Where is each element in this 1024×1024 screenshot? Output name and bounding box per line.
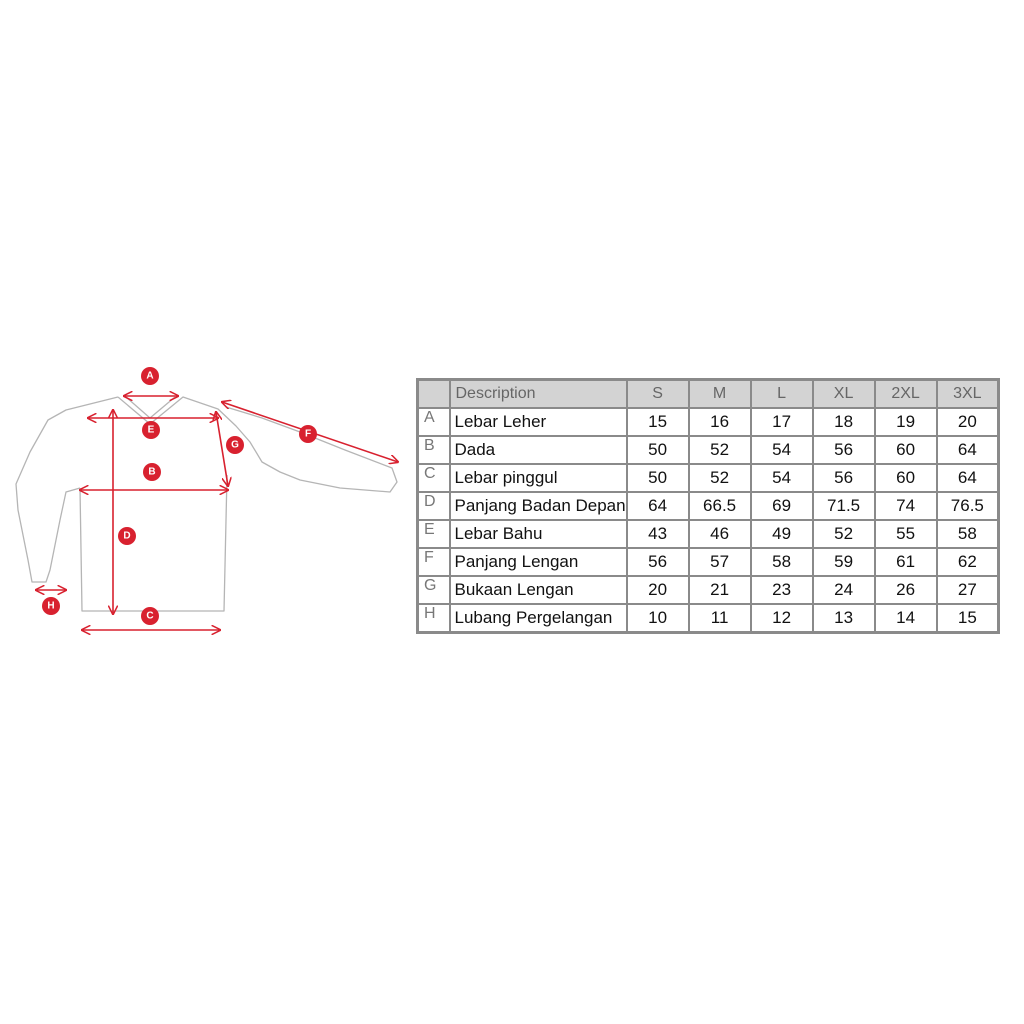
- row-value: 20: [937, 408, 999, 436]
- shirt-collar-outline: [126, 397, 175, 418]
- row-description: Lebar Bahu: [450, 520, 627, 548]
- svg-text:A: A: [146, 370, 154, 382]
- row-description: Dada: [450, 436, 627, 464]
- header-size-s: S: [627, 380, 689, 409]
- header-size-2xl: 2XL: [875, 380, 937, 409]
- marker-c: [141, 607, 159, 625]
- row-code: F: [418, 548, 450, 576]
- row-value: 14: [875, 604, 937, 633]
- table-header: [418, 380, 999, 409]
- row-value: 64: [937, 436, 999, 464]
- row-value: 26: [875, 576, 937, 604]
- row-value: 69: [751, 492, 813, 520]
- shirt-body-outline: [16, 397, 397, 611]
- row-value: 64: [627, 492, 689, 520]
- marker-a: [141, 367, 159, 385]
- marker-h: [42, 597, 60, 615]
- table-row: [418, 464, 999, 492]
- measure-line-g: [216, 412, 228, 486]
- row-value: 58: [751, 548, 813, 576]
- row-code: C: [418, 464, 450, 492]
- row-value: 58: [937, 520, 999, 548]
- measurement-lines: [36, 396, 398, 630]
- row-value: 27: [937, 576, 999, 604]
- header-description: Description: [450, 380, 627, 409]
- table-row: [418, 548, 999, 576]
- marker-d: [118, 527, 136, 545]
- shirt-outline: [16, 397, 397, 611]
- row-value: 16: [689, 408, 751, 436]
- row-value: 50: [627, 436, 689, 464]
- svg-text:E: E: [147, 424, 155, 436]
- row-value: 54: [751, 436, 813, 464]
- marker-g: [226, 436, 244, 454]
- header-size-l: L: [751, 380, 813, 409]
- row-value: 66.5: [689, 492, 751, 520]
- row-value: 61: [875, 548, 937, 576]
- row-value: 52: [689, 464, 751, 492]
- row-value: 20: [627, 576, 689, 604]
- row-value: 18: [813, 408, 875, 436]
- row-value: 23: [751, 576, 813, 604]
- table-row: [418, 576, 999, 604]
- table-body: [418, 408, 999, 633]
- row-value: 56: [627, 548, 689, 576]
- table-row: [418, 436, 999, 464]
- row-value: 15: [627, 408, 689, 436]
- table-row: [418, 604, 999, 633]
- row-code: D: [418, 492, 450, 520]
- svg-text:F: F: [304, 428, 312, 440]
- row-code: A: [418, 408, 450, 436]
- row-value: 54: [751, 464, 813, 492]
- row-code: E: [418, 520, 450, 548]
- marker-b: [143, 463, 161, 481]
- row-code: B: [418, 436, 450, 464]
- row-value: 52: [689, 436, 751, 464]
- row-value: 15: [937, 604, 999, 633]
- row-value: 11: [689, 604, 751, 633]
- row-value: 24: [813, 576, 875, 604]
- row-value: 64: [937, 464, 999, 492]
- row-value: 50: [627, 464, 689, 492]
- row-value: 10: [627, 604, 689, 633]
- header-size-3xl: 3XL: [937, 380, 999, 409]
- row-value: 56: [813, 436, 875, 464]
- row-value: 74: [875, 492, 937, 520]
- row-value: 12: [751, 604, 813, 633]
- row-value: 59: [813, 548, 875, 576]
- header-row: [418, 380, 999, 409]
- table-row: [418, 492, 999, 520]
- row-description: Panjang Badan Depan: [450, 492, 627, 520]
- row-value: 60: [875, 464, 937, 492]
- row-value: 19: [875, 408, 937, 436]
- row-description: Lebar Leher: [450, 408, 627, 436]
- row-value: 57: [689, 548, 751, 576]
- header-size-xl: XL: [813, 380, 875, 409]
- row-code: G: [418, 576, 450, 604]
- row-value: 62: [937, 548, 999, 576]
- row-value: 60: [875, 436, 937, 464]
- svg-text:D: D: [123, 530, 131, 542]
- row-description: Bukaan Lengan: [450, 576, 627, 604]
- row-value: 55: [875, 520, 937, 548]
- svg-text:G: G: [231, 439, 239, 451]
- size-chart-table: [416, 378, 1000, 634]
- row-value: 46: [689, 520, 751, 548]
- header-code: [418, 380, 450, 409]
- row-description: Lebar pinggul: [450, 464, 627, 492]
- row-value: 49: [751, 520, 813, 548]
- marker-f: [299, 425, 317, 443]
- table-row: [418, 408, 999, 436]
- svg-text:H: H: [47, 600, 55, 612]
- row-description: Lubang Pergelangan: [450, 604, 627, 633]
- row-value: 43: [627, 520, 689, 548]
- row-value: 71.5: [813, 492, 875, 520]
- svg-text:B: B: [148, 466, 156, 478]
- table-row: [418, 520, 999, 548]
- row-value: 52: [813, 520, 875, 548]
- shirt-measurement-diagram: [0, 355, 410, 655]
- row-code: H: [418, 604, 450, 633]
- row-description: Panjang Lengan: [450, 548, 627, 576]
- row-value: 13: [813, 604, 875, 633]
- row-value: 56: [813, 464, 875, 492]
- marker-e: [142, 421, 160, 439]
- svg-text:C: C: [146, 610, 154, 622]
- row-value: 76.5: [937, 492, 999, 520]
- header-size-m: M: [689, 380, 751, 409]
- row-value: 17: [751, 408, 813, 436]
- row-value: 21: [689, 576, 751, 604]
